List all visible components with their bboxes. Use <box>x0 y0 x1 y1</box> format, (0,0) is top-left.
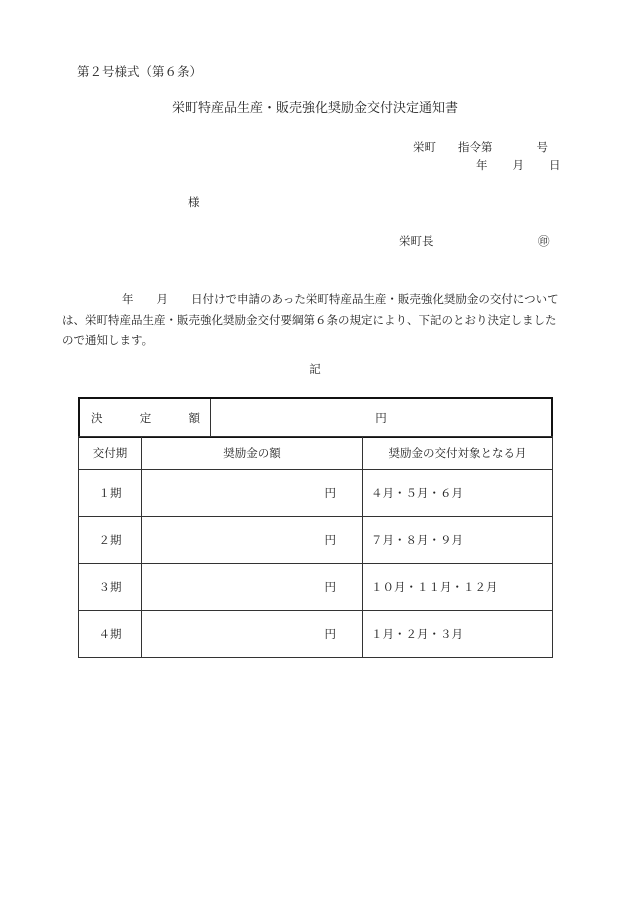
table-row <box>79 470 553 517</box>
amount-cell: 円 <box>142 564 363 611</box>
table-row <box>79 517 553 564</box>
issuer-reference <box>413 142 548 154</box>
document-title: 栄町特産品生産・販売強化奨励金交付決定通知書 <box>171 101 458 116</box>
decided-amount-box <box>78 397 553 438</box>
period-cell: ２期 <box>79 517 142 564</box>
issue-date <box>476 160 561 172</box>
label-char-1: 決 <box>91 410 103 425</box>
header-amount: 奨励金の額 <box>142 437 363 470</box>
header-months: 奨励金の交付対象となる月 <box>363 437 553 470</box>
period-cell: ３期 <box>79 564 142 611</box>
months-cell: ７月・８月・９月 <box>363 517 553 564</box>
period-cell: ４期 <box>79 611 142 658</box>
label-char-3: 額 <box>188 410 200 425</box>
decided-amount-label <box>80 399 211 436</box>
period-cell: １期 <box>79 470 142 517</box>
sender-title: 栄町長 <box>399 234 434 248</box>
seal-mark: ㊞ <box>538 234 550 248</box>
header-period: 交付期 <box>79 437 142 470</box>
label-char-2: 定 <box>139 410 152 425</box>
addressee-suffix: 様 <box>188 195 200 209</box>
body-rest: ついては、栄町特産品生産・販売強化奨励金交付要綱第６条の規定により、下記のとおり決定しましたので通知します。 <box>62 292 559 347</box>
table-row <box>79 611 553 658</box>
decided-amount-value <box>211 399 551 436</box>
decided-amount-unit: 円 <box>375 410 387 425</box>
table-header-row <box>79 437 553 470</box>
months-cell: １月・２月・３月 <box>363 611 553 658</box>
table-row <box>79 564 553 611</box>
directive-label: 指令第 <box>458 140 493 154</box>
amount-cell: 円 <box>142 517 363 564</box>
date-month: 月 <box>512 158 524 172</box>
number-suffix: 号 <box>536 140 548 154</box>
issuer-town: 栄町 <box>413 140 436 154</box>
ki-heading: 記 <box>309 362 321 376</box>
form-number: 第２号様式（第６条） <box>77 64 203 79</box>
months-cell: ４月・５月・６月 <box>363 470 553 517</box>
period-table <box>78 436 553 658</box>
amount-cell: 円 <box>142 611 363 658</box>
amount-cell: 円 <box>142 470 363 517</box>
date-day: 日 <box>549 158 561 172</box>
notice-body <box>62 289 567 351</box>
body-first-line: 年 月 日付けで申請のあった栄町特産品生産・販売強化奨励金の交付に <box>122 292 525 306</box>
months-cell: １０月・１１月・１２月 <box>363 564 553 611</box>
date-year: 年 <box>476 158 488 172</box>
